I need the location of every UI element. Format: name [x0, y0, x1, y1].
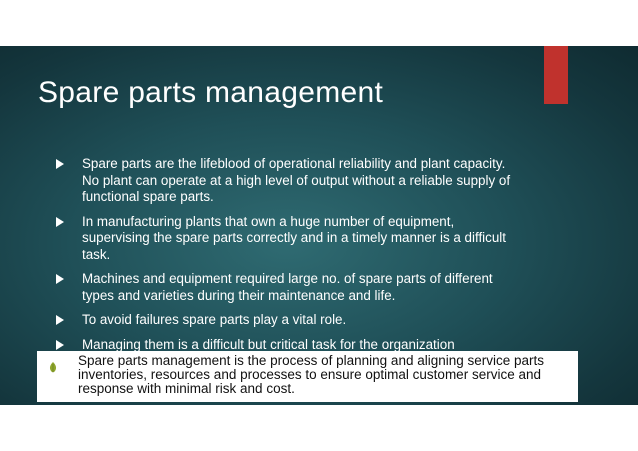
leaf-icon	[49, 362, 57, 373]
triangle-bullet-icon	[56, 159, 64, 169]
accent-bar	[544, 46, 568, 104]
triangle-bullet-icon	[56, 340, 64, 350]
callout-text: Spare parts management is the process of planning and aligning service parts inventories, resources and processes to ensure optimal customer service and response with minimal risk and cost.	[78, 353, 545, 396]
slide	[0, 46, 638, 405]
bullet-item	[56, 214, 516, 264]
triangle-bullet-icon	[56, 274, 64, 284]
bullet-item	[56, 271, 516, 304]
bullet-item	[56, 156, 516, 206]
bullet-text: To avoid failures spare parts play a vital role.	[82, 312, 347, 327]
definition-callout	[37, 351, 578, 402]
bullet-item	[56, 312, 516, 329]
triangle-bullet-icon	[56, 217, 64, 227]
bullet-text: Spare parts are the lifeblood of operational reliability and plant capacity. No plant can operate at a high level of output without a reliable supply of functional spare parts.	[82, 156, 511, 204]
triangle-bullet-icon	[56, 315, 64, 325]
bullet-text: Managing them is a difficult but critical task for the organization	[82, 336, 455, 352]
bullet-text: Machines and equipment required large no. of spare parts of different types and varieties during their maintenance and life.	[82, 271, 493, 303]
bullet-list	[56, 156, 516, 361]
bullet-text: In manufacturing plants that own a huge number of equipment, supervising the spare parts correctly and in a timely manner is a difficult task.	[82, 213, 506, 262]
slide-title: Spare parts management	[38, 76, 384, 109]
